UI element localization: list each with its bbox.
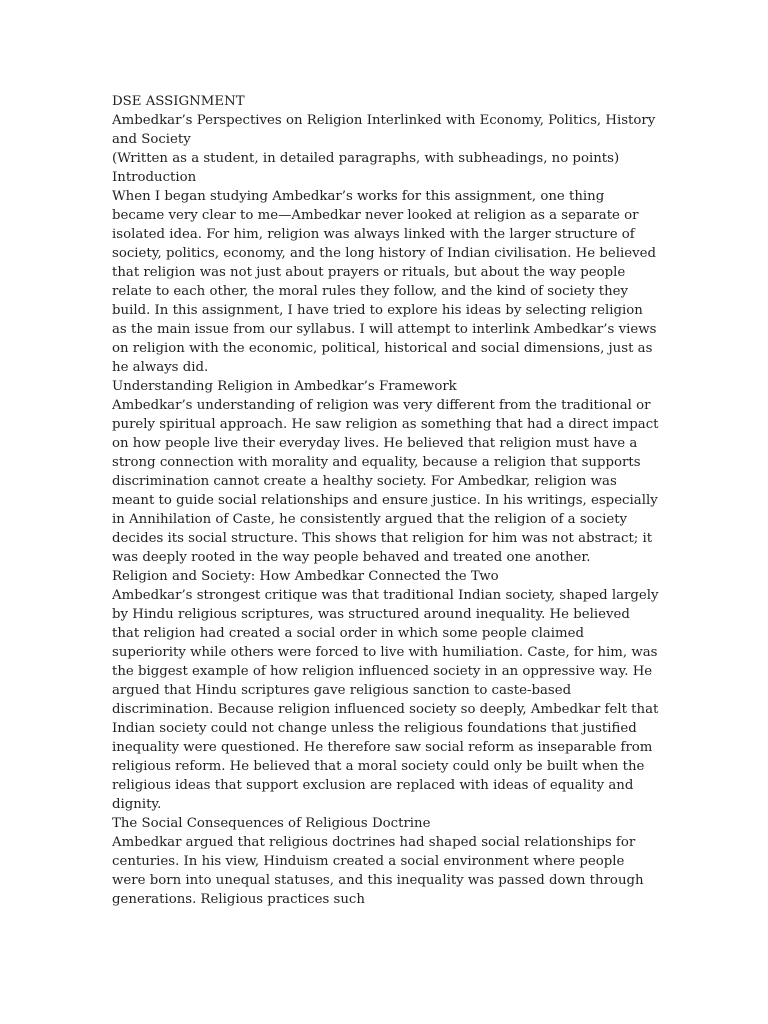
section-heading-social-consequences: The Social Consequences of Religious Doctrine [112,816,431,831]
section-heading-introduction: Introduction [112,170,197,185]
section-heading-religion-framework: Understanding Religion in Ambedkar’s Framework [112,379,457,394]
section-paragraph-introduction: When I began studying Ambedkar’s works for this assignment, one thing became very clear to me—Ambedkar never looked at religion as a separate or isolated idea. For him, religion was always linked with the larger structure of society, politics, economy, and the long history of Indian civilisation. He believed that religion was not just about prayers or rituals, but about the way people relate to each other, the moral rules they follow, and the kind of society they build. In this assignment, I have tried to explore his ideas by selecting religion as the main issue from our syllabus. I will attempt to interlink Ambedkar’s views on religion with the economic, political, historical and social dimensions, just as he always did. [112,189,657,375]
document-body [112,92,660,909]
document-note: (Written as a student, in detailed paragraphs, with subheadings, no points) [112,151,620,166]
document-title: DSE ASSIGNMENT [112,94,245,109]
document-subtitle: Ambedkar’s Perspectives on Religion Interlinked with Economy, Politics, History and Society [112,113,656,147]
section-paragraph-religion-framework: Ambedkar’s understanding of religion was very different from the traditional or purely spiritual approach. He saw religion as something that had a direct impact on how people live their everyday lives. He believed that religion must have a strong connection with morality and equality, because a religion that supports discrimination cannot create a healthy society. For Ambedkar, religion was meant to guide social relationships and ensure justice. In his writings, especially in Annihilation of Caste, he consistently argued that the religion of a society decides its social structure. This shows that religion for him was not abstract; it was deeply rooted in the way people behaved and treated one another. [112,398,659,565]
section-heading-religion-society: Religion and Society: How Ambedkar Connected the Two [112,569,499,584]
section-paragraph-social-consequences: Ambedkar argued that religious doctrines had shaped social relationships for centuries. In his view, Hinduism created a social environment where people were born into unequal statuses, and this inequality was passed down through generations. Religious practices such [112,835,644,907]
section-paragraph-religion-society: Ambedkar’s strongest critique was that traditional Indian society, shaped largely by Hindu religious scriptures, was structured around inequality. He believed that religion had created a social order in which some people claimed superiority while others were forced to live with humiliation. Caste, for him, was the biggest example of how religion influenced society in an oppressive way. He argued that Hindu scriptures gave religious sanction to caste-based discrimination. Because religion influenced society so deeply, Ambedkar felt that Indian society could not change unless the religious foundations that justified inequality were questioned. He therefore saw social reform as inseparable from religious reform. He believed that a moral society could only be built when the religious ideas that support exclusion are replaced with ideas of equality and dignity. [112,588,659,812]
